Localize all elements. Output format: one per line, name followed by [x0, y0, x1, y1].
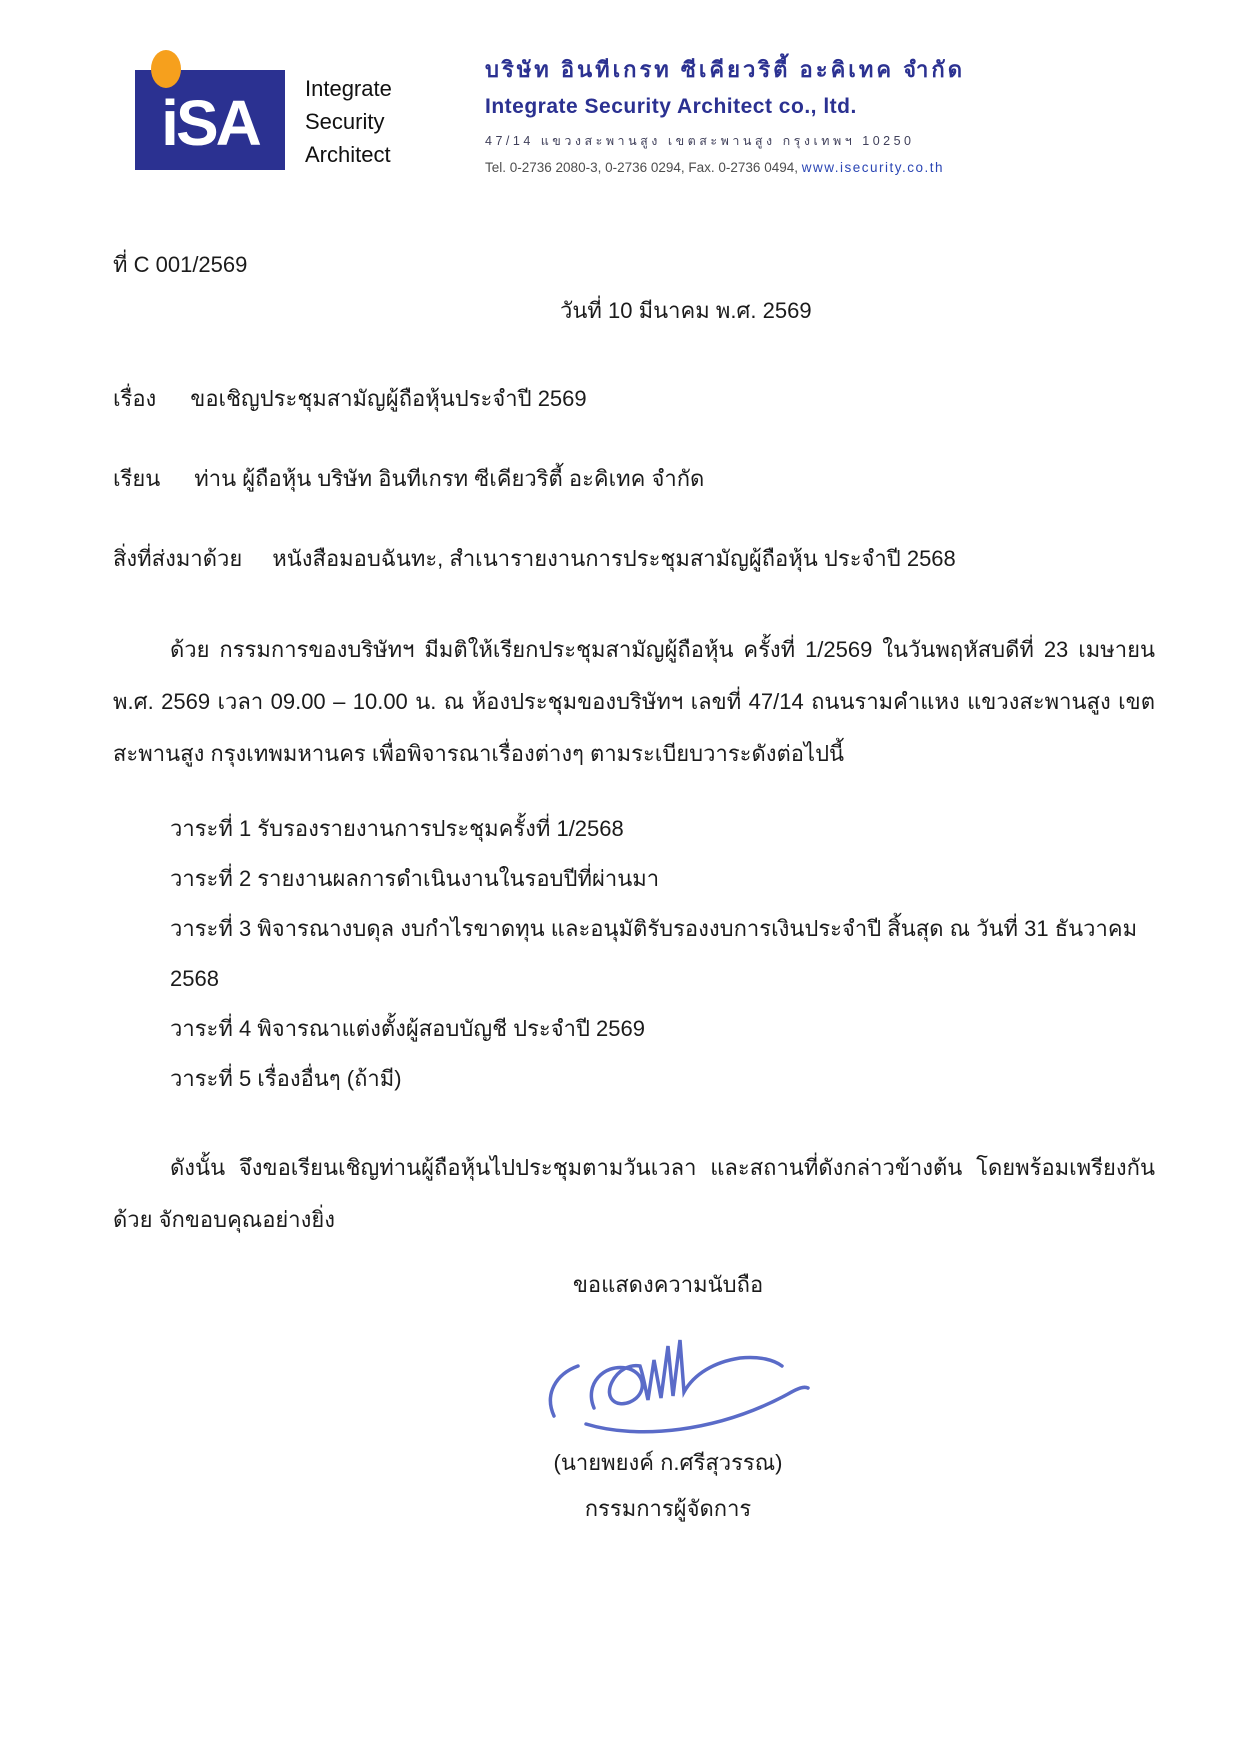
- subject-row: [113, 384, 1155, 414]
- subject-text: ขอเชิญประชุมสามัญผู้ถือหุ้นประจำปี 2569: [190, 386, 587, 411]
- enclosure-row: [113, 544, 1155, 574]
- enclosure-text: หนังสือมอบฉันทะ, สำเนารายงานการประชุมสามัญผู้ถือหุ้น ประจำปี 2568: [272, 546, 956, 571]
- isa-logo-mark: [135, 70, 285, 170]
- agenda-item-5: วาระที่ 5 เรื่องอื่นๆ (ถ้ามี): [170, 1066, 402, 1091]
- letter-date: วันที่ 10 มีนาคม พ.ศ. 2569: [560, 298, 812, 323]
- signature-block: [443, 1268, 893, 1526]
- agenda-item-2: วาระที่ 2 รายงานผลการดำเนินงานในรอบปีที่ผ่านมา: [170, 866, 660, 891]
- logo-tagline-line-1: Integrate: [305, 76, 392, 101]
- recipient-label: เรียน: [113, 466, 161, 491]
- body-paragraph: ด้วย กรรมการของบริษัทฯ มีมติให้เรียกประชุมสามัญผู้ถือหุ้น ครั้งที่ 1/2569 ในวันพฤหัสบดีที่ 23 เมษายน พ.ศ. 2569 เวลา 09.00 – 10.00 น. ณ ห้องประชุมของบริษัทฯ เลขที่ 47/14 ถนนรามคำแหง แขวงสะพานสูง เขตสะพานสูง กรุงเทพมหานคร เพื่อพิจารณาเรื่องต่างๆ ตามระเบียบวาระดังต่อไปนี้: [113, 637, 1155, 766]
- recipient-text: ท่าน ผู้ถือหุ้น บริษัท อินทีเกรท ซีเคียวริตี้ อะคิเทค จำกัด: [194, 466, 705, 491]
- logo-tagline-line-3: Architect: [305, 142, 391, 167]
- salutation: ขอแสดงความนับถือ: [572, 1272, 764, 1297]
- logo-orange-dot-icon: [151, 50, 181, 88]
- agenda-item-3: วาระที่ 3 พิจารณางบดุล งบกำไรขาดทุน และอนุมัติรับรองงบการเงินประจำปี สิ้นสุด ณ วันที่ 31 ธันวาคม 2568: [170, 916, 1138, 991]
- reference-number: ที่ C 001/2569: [113, 252, 248, 277]
- enclosure-label: สิ่งที่ส่งมาด้วย: [113, 546, 243, 571]
- recipient-row: [113, 464, 1155, 494]
- company-name-thai: บริษัท อินทีเกรท ซีเคียวริตี้ อะคิเทค จำกัด: [485, 57, 965, 82]
- signer-name: (นายพยงค์ ก.ศรีสุวรรณ): [553, 1450, 783, 1475]
- agenda-item-4: วาระที่ 4 พิจารณาแต่งตั้งผู้สอบบัญชี ประจำปี 2569: [170, 1016, 645, 1041]
- handwritten-signature: [443, 1316, 893, 1444]
- company-phone-fax: Tel. 0-2736 2080-3, 0-2736 0294, Fax. 0-2736 0494,: [485, 160, 798, 175]
- subject-label: เรื่อง: [113, 386, 157, 411]
- closing-paragraph: ดังนั้น จึงขอเรียนเชิญท่านผู้ถือหุ้นไปประชุมตามวันเวลา และสถานที่ดังกล่าวข้างต้น โดยพร้อมเพรียงกันด้วย จักขอบคุณอย่างยิ่ง: [113, 1155, 1155, 1232]
- company-info-block: [485, 52, 1185, 175]
- letter-body: [113, 250, 1155, 1526]
- logo-tagline: [305, 70, 392, 171]
- logo-acronym: iSA: [161, 87, 259, 159]
- company-contact: [485, 160, 1185, 175]
- agenda-item-1: วาระที่ 1 รับรองรายงานการประชุมครั้งที่ 1/2568: [170, 816, 624, 841]
- logo-tagline-line-2: Security: [305, 109, 385, 134]
- signer-title: กรรมการผู้จัดการ: [584, 1496, 752, 1521]
- company-website-link[interactable]: www.isecurity.co.th: [801, 160, 945, 175]
- company-name-english: Integrate Security Architect co., ltd.: [485, 95, 857, 118]
- company-address: 47/14 แขวงสะพานสูง เขตสะพานสูง กรุงเทพฯ 10250: [485, 134, 915, 148]
- company-logo: [135, 70, 392, 171]
- agenda-list: [170, 804, 1155, 1104]
